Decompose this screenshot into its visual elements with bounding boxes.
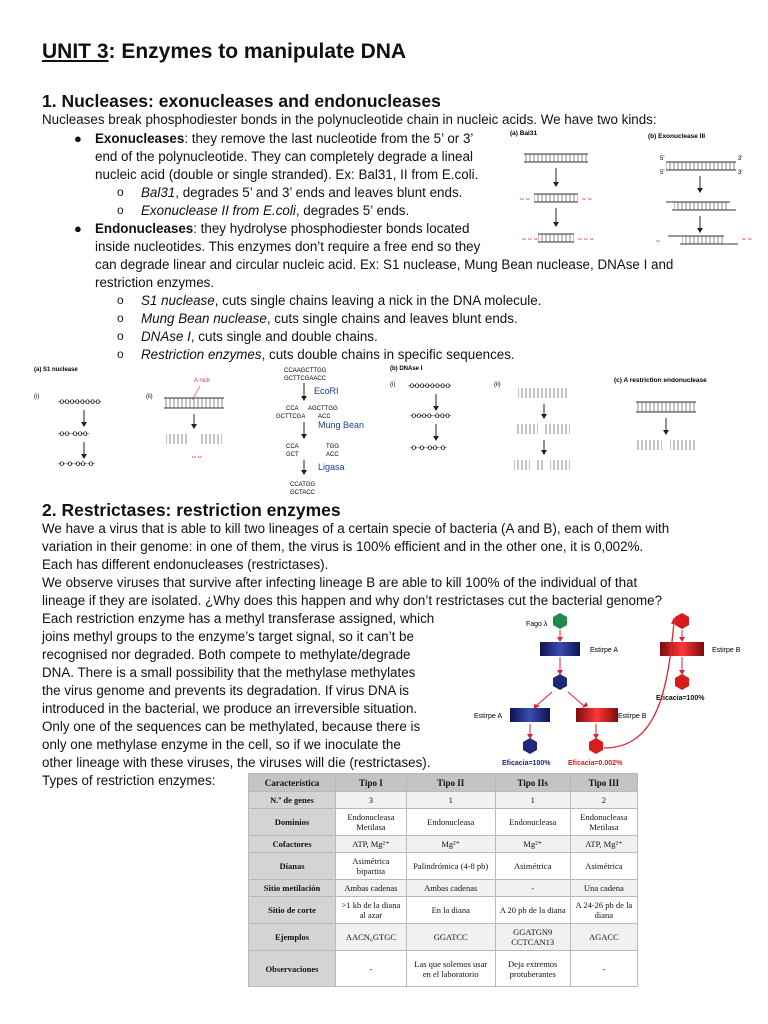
arrow-head — [697, 188, 703, 193]
ss-dna-frag: -o- -o- -o-o- -o- — [410, 443, 446, 452]
circle-bullet: o — [117, 311, 124, 325]
mung-bean-label: Mung Bean — [318, 420, 365, 430]
ds-dna — [518, 388, 568, 398]
phage-hexagon-green — [553, 613, 567, 629]
section-1-heading: 1. Nucleases: exonucleases and endonucleases — [42, 91, 441, 111]
s2-para-line: only one methylase enzyme in the cell, so if we inoculate the — [42, 737, 401, 752]
bal31-name: Bal31 — [141, 185, 176, 200]
restriction-name: Restriction enzymes — [141, 347, 262, 362]
ds-dna — [636, 402, 696, 412]
exo-text: : they remove the last nucleotide from the 5’ or 3’ — [184, 131, 474, 146]
unit-title: : Enzymes to manipulate DNA — [108, 40, 407, 63]
table-cell: 2 — [570, 792, 637, 809]
endo-line-1 — [95, 220, 469, 238]
arrow-head — [663, 430, 669, 435]
phage-hexagon-red — [675, 674, 689, 690]
row-label: Cofactores — [249, 836, 336, 853]
ds-dna-frag — [200, 434, 222, 444]
row-label: Ejemplos — [249, 924, 336, 951]
fig-label-i: (i) — [390, 382, 396, 388]
endo-line-2: inside nucleotides. This enzymes don’t require a free end so they — [95, 239, 481, 254]
table-row — [249, 897, 638, 924]
table-header-row — [249, 774, 638, 792]
table-cell: Endonucleasa Metilasa — [336, 809, 407, 836]
table-cell: Ambas cadenas — [406, 880, 495, 897]
table-cell: 1 — [495, 792, 570, 809]
seq-frag: AGCTTGG — [308, 406, 338, 412]
ss-dna: -o-o-o-o-o-o-o-o- — [408, 381, 451, 390]
seq-frag: GCT — [286, 452, 299, 458]
exo2-name: Exonuclease II from E.coli — [141, 203, 296, 218]
s1-intro: Nucleases break phosphodiester bonds in the polynucleotide chain in nucleic acids. We have two kinds: — [42, 112, 657, 127]
nucleotide-fragments: ᴗ ᴗ — [742, 235, 752, 242]
arrow-head — [557, 637, 563, 642]
table-row — [249, 951, 638, 987]
exonuclease-figure — [508, 126, 754, 252]
strain-b-label-2: Estirpe B — [618, 713, 647, 720]
row-label: Sitio metilación — [249, 880, 336, 897]
table-cell: En la diana — [406, 897, 495, 924]
restriction-enzyme-table — [248, 773, 638, 987]
ds-dna-frag — [544, 424, 570, 434]
fig-label-dnase: (b) DNAse I — [390, 366, 423, 372]
s2-para-line: DNA. There is a small possibility that the methylase methylates — [42, 665, 416, 680]
bal31-item — [141, 184, 462, 202]
header-cell: Tipo I — [336, 774, 407, 792]
circle-bullet: o — [117, 293, 124, 307]
table-cell: - — [495, 880, 570, 897]
restriction-desc: , cuts double chains in specific sequences. — [261, 347, 515, 362]
ligasa-label: Ligasa — [318, 462, 345, 472]
reinfection-arrow — [604, 622, 674, 748]
efficacy-100-a: Eficacia=100% — [502, 760, 551, 767]
section-2-heading: 2. Restrictases: restriction enzymes — [42, 500, 341, 520]
table-cell: Ambas cadenas — [336, 880, 407, 897]
end-3: 3' — [738, 156, 743, 162]
table-cell: Asimétrica bipartita — [336, 853, 407, 880]
table-cell: GGATGN9 CCTCAN13 — [495, 924, 570, 951]
seq-ligated: CCATGG — [290, 482, 316, 488]
row-label: Dianas — [249, 853, 336, 880]
strain-a-label: Estirpe A — [590, 647, 619, 654]
seq-frag: CCA — [286, 444, 299, 450]
bullet-dot: ● — [74, 221, 82, 236]
table-intro: Types of restriction enzymes: — [42, 773, 216, 788]
circle-bullet: o — [117, 347, 124, 361]
arrow-head — [301, 434, 307, 439]
s2-line-3: Each has different endonucleases (restrictases). — [42, 557, 329, 572]
fig-label-s1: (a) S1 nuclease — [34, 367, 78, 373]
seq-top: CCAAGCTTGG — [284, 368, 327, 374]
table-cell: >1 kb de la diana al azar — [336, 897, 407, 924]
fig-label-i: (i) — [34, 394, 40, 400]
exo-line-2: end of the polynucleotide. They can completely degrade a lineal — [95, 149, 473, 164]
table-cell: 3 — [336, 792, 407, 809]
bal31-desc: , degrades 5’ and 3’ ends and leaves blunt ends. — [175, 185, 463, 200]
ss-dna-cut: -o-o-o-o- -o-o-o- — [410, 411, 451, 420]
s2-line-4: We observe viruses that survive after infecting lineage B are able to kill 100% of the individual of that — [42, 575, 638, 590]
nucleotide-fragments: ᴗ ᴗ ᴗ — [578, 235, 594, 242]
bullet-dot: ● — [74, 131, 82, 146]
fig-label-re: (c) A restriction endonuclease — [614, 377, 707, 384]
table-cell: - — [336, 951, 407, 987]
s2-line-5: lineage if they are isolated. ¿Why does this happen and why don’t restrictases cut the bacterial genome? — [42, 593, 663, 608]
nucleotide-fragments: ᴗ ᴗ — [192, 453, 202, 460]
table-cell: A 24-26 pb de la diana — [570, 897, 637, 924]
ds-dna-frag — [516, 424, 538, 434]
seq-bottom: GCTTCGAACC — [284, 376, 326, 382]
fig-label-ii: (ii) — [494, 382, 501, 388]
page-title — [42, 40, 406, 64]
exo3-dna-2 — [666, 202, 736, 210]
ds-dna-frag — [536, 460, 544, 470]
strain-a-bar — [540, 642, 580, 656]
table-cell: Deja extremos protuberantes — [495, 951, 570, 987]
table-cell: Asimétrica — [570, 853, 637, 880]
strain-a-bar-2 — [510, 708, 550, 722]
exo-line-3: nucleic acid (double or single stranded). Ex: Bal31, II from E.coli. — [95, 167, 479, 182]
table-cell: ATP, Mg²⁺ — [570, 836, 637, 853]
seq-frag: CCA — [286, 406, 299, 412]
table-row — [249, 792, 638, 809]
nucleotide-fragments: ᴗ ᴗ — [520, 195, 530, 202]
dnase-name: DNAse I — [141, 329, 191, 344]
s1-nuclease-name: S1 nuclease — [141, 293, 215, 308]
exo3-dna-3 — [668, 236, 738, 244]
bal31-dna-1 — [524, 154, 588, 162]
dnase-desc: , cuts single and double chains. — [190, 329, 378, 344]
arrow-head — [433, 436, 439, 441]
seq-ligated: GCTACC — [290, 490, 315, 496]
ds-dna-frag — [550, 460, 570, 470]
nick-label: A nick — [194, 378, 211, 384]
phage-label: Fago λ — [526, 621, 548, 628]
arrow-head — [81, 422, 87, 427]
row-label: N.º de genes — [249, 792, 336, 809]
exo3-dna-1 — [666, 162, 736, 170]
table-cell: - — [570, 951, 637, 987]
nucleotide-fragments: ᴗ ᴗ ᴗ — [522, 235, 538, 242]
arrow-head — [679, 637, 685, 642]
ss-dna-frag: -o- -o- -o-o- -o- — [58, 459, 94, 468]
seq-frag: TGG — [326, 444, 339, 450]
table-cell: A 20 pb de la diana — [495, 897, 570, 924]
seq-frag: ACC — [326, 452, 339, 458]
ss-dna-cut: -o-o- -o-o-o- — [58, 429, 89, 438]
nucleotide-fragments: ᴗ — [656, 237, 660, 244]
circle-bullet: o — [117, 203, 124, 217]
table-cell: GGATCC — [406, 924, 495, 951]
header-cell: Tipo II — [406, 774, 495, 792]
end-5: 5' — [660, 156, 665, 162]
circle-bullet: o — [117, 329, 124, 343]
table-cell: Mg²⁺ — [495, 836, 570, 853]
table-row — [249, 924, 638, 951]
header-cell: Tipo IIs — [495, 774, 570, 792]
fig-label-exo3: (b) Exonuclease III — [648, 133, 706, 140]
fig-label-ii: (ii) — [146, 394, 153, 400]
s2-para-line: Each restriction enzyme has a methyl transferase assigned, which — [42, 611, 435, 626]
table-cell: Asimétrica — [495, 853, 570, 880]
end-3b: 3' — [738, 170, 743, 176]
strain-b-bar — [660, 642, 704, 656]
mung-bean-item — [141, 310, 518, 328]
arrow-head — [541, 414, 547, 419]
s2-para-line: introduced in the bacterial, we produce an irreversible situation. — [42, 701, 418, 716]
arrow-head — [541, 450, 547, 455]
seq-frag: GCTTCGA — [276, 414, 306, 420]
endonuclease-figure — [32, 362, 752, 498]
table-cell: ATP, Mg²⁺ — [336, 836, 407, 853]
table-cell: Endonucleasa — [495, 809, 570, 836]
seq-frag: ACC — [318, 414, 331, 420]
bal31-dna-3 — [538, 234, 574, 242]
phage-hexagon-navy — [523, 738, 537, 754]
arrow-head — [553, 222, 559, 227]
dnase-item — [141, 328, 378, 346]
arrow-head — [697, 228, 703, 233]
arrow-line — [536, 692, 552, 706]
efficacy-0002: Eficacia=0.002% — [568, 760, 623, 767]
s2-para-line: the virus genome and prevents its degradation. If virus DNA is — [42, 683, 409, 698]
table-row — [249, 836, 638, 853]
header-cell: Característica — [249, 774, 336, 792]
endo-text: : they hydrolyse phosphodiester bonds located — [193, 221, 470, 236]
table-row — [249, 809, 638, 836]
end-5b: 5' — [660, 170, 665, 176]
ecori-label: EcoRI — [314, 386, 339, 396]
s2-line-2: variation in their genome: in one of them, the virus is 100% efficient and in the other one, it is 0,002%. — [42, 539, 644, 554]
arrow-head — [191, 424, 197, 429]
exo-term: Exonucleases — [95, 131, 185, 146]
nucleotide-fragments: ᴗ ᴗ — [582, 195, 592, 202]
row-label: Dominios — [249, 809, 336, 836]
ds-dna-frag — [166, 434, 188, 444]
table-cell: AACN₆GTGC — [336, 924, 407, 951]
table-cell: Endonucleasa — [406, 809, 495, 836]
unit-label: UNIT 3 — [42, 40, 109, 63]
ss-dna: -o-o-o-o-o-o-o-o- — [58, 397, 101, 406]
s2-para-line: Only one of the sequences can be methylated, because there is — [42, 719, 421, 734]
strain-b-bar-2 — [576, 708, 618, 722]
exo-line-1 — [95, 130, 473, 148]
s2-para-line: other lineage with these viruses, the viruses will die (restrictases). — [42, 755, 431, 770]
table-row — [249, 880, 638, 897]
table-row — [249, 853, 638, 880]
endo-line-3: can degrade linear and circular nucleic acid. Ex: S1 nuclease, Mung Bean nuclease, DNAse I and — [95, 257, 674, 272]
endo-line-4: restriction enzymes. — [95, 275, 215, 290]
header-cell: Tipo III — [570, 774, 637, 792]
endo-term: Endonucleases — [95, 221, 194, 236]
arrow-head — [553, 182, 559, 187]
mung-bean-desc: , cuts single chains and leaves blunt ends. — [266, 311, 518, 326]
efficacy-100-b: Eficacia=100% — [656, 695, 705, 702]
strain-a-label-2: Estirpe A — [474, 713, 503, 720]
mung-bean-name: Mung Bean nuclease — [141, 311, 267, 326]
bal31-dna-2 — [534, 194, 578, 202]
ds-dna-frag — [670, 440, 696, 450]
phage-methylation-diagram — [468, 608, 760, 770]
s2-para-line: joins methyl groups to the enzyme’s target signal, so it can’t be — [42, 629, 414, 644]
arrow-line — [568, 692, 584, 706]
table-cell: 1 — [406, 792, 495, 809]
table-cell: Endonucleasa Metilasa — [570, 809, 637, 836]
fig-label-bal31: (a) Bal31 — [510, 130, 538, 137]
table-cell: AGACC — [570, 924, 637, 951]
ds-dna-frag — [514, 460, 530, 470]
table-cell: Mg²⁺ — [406, 836, 495, 853]
s1-nuclease-item — [141, 292, 541, 310]
arrow-head — [301, 396, 307, 401]
ds-dna-frag — [636, 440, 662, 450]
row-label: Sitio de corte — [249, 897, 336, 924]
circle-bullet: o — [117, 185, 124, 199]
arrow-head — [301, 470, 307, 475]
s1-nuclease-desc: , cuts single chains leaving a nick in the DNA molecule. — [214, 293, 542, 308]
ds-dna — [164, 398, 224, 408]
row-label: Observaciones — [249, 951, 336, 987]
phage-hexagon-navy — [553, 674, 567, 690]
exo2-item — [141, 202, 409, 220]
exo2-desc: , degrades 5’ ends. — [295, 203, 410, 218]
s2-line-1: We have a virus that is able to kill two lineages of a certain specie of bacteria (A and B), each of them with — [42, 521, 670, 536]
phage-hexagon-red — [589, 738, 603, 754]
table-cell: Una cadena — [570, 880, 637, 897]
s2-para-line: recognised nor degraded. Both compete to methylate/degrade — [42, 647, 411, 662]
phage-hexagon-red — [675, 613, 689, 629]
strain-b-label: Estirpe B — [712, 647, 741, 654]
table-cell: Palindrómica (4-8 pb) — [406, 853, 495, 880]
table-cell: Las que solemos usar en el laboratorio — [406, 951, 495, 987]
